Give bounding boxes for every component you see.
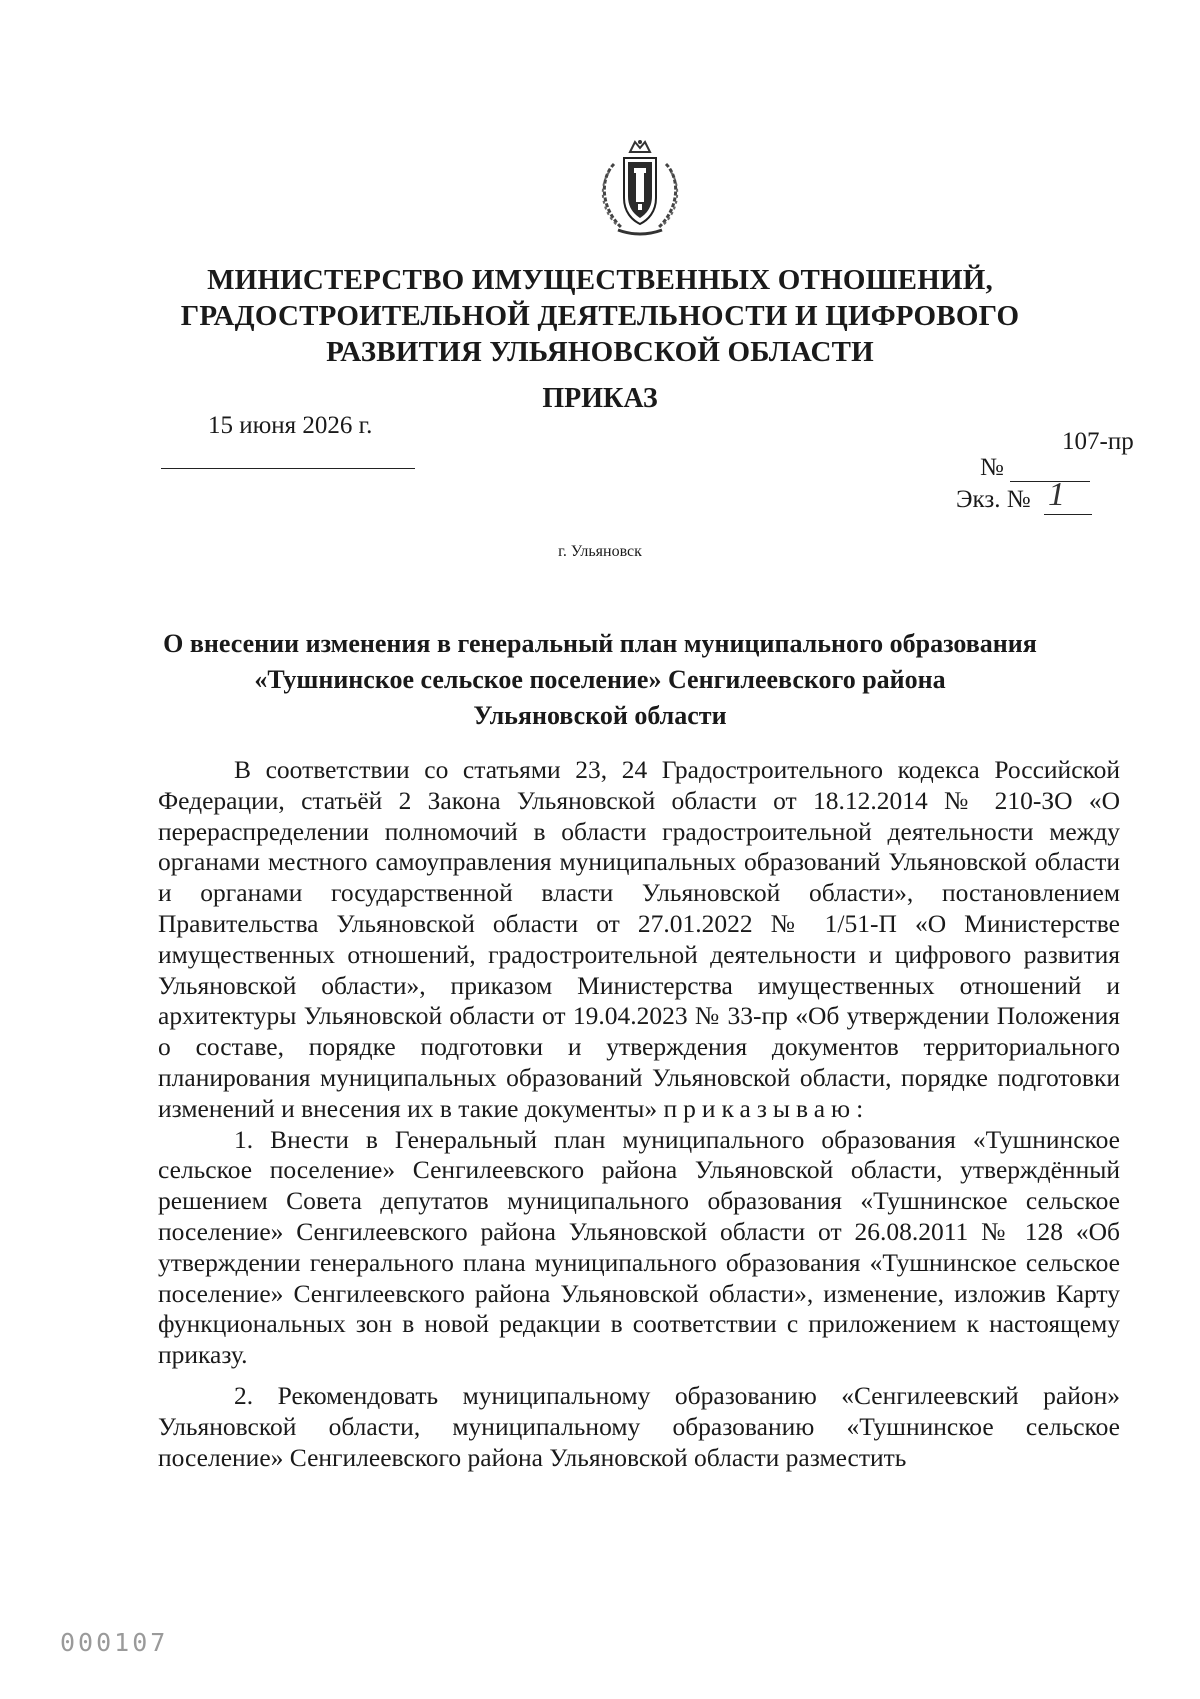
document-body <box>158 755 1120 1473</box>
order-word: приказываю: <box>663 1093 870 1123</box>
copy-number: 1 <box>1048 476 1065 513</box>
city: г. Ульяновск <box>558 543 642 560</box>
copy-underline <box>1044 514 1092 515</box>
ministry-name <box>150 262 1050 370</box>
ministry-line: ГРАДОСТРОИТЕЛЬНОЙ ДЕЯТЕЛЬНОСТИ И ЦИФРОВОГО <box>180 300 1020 332</box>
title-line: Ульяновской области <box>473 701 727 730</box>
title-line: О внесении изменения в генеральный план муниципального образования <box>163 629 1037 658</box>
copy-label: Экз. № <box>956 486 1031 513</box>
date-underline <box>161 468 415 469</box>
number-label: № <box>980 454 1004 481</box>
title-line: «Тушнинское сельское поселение» Сенгилеевского района <box>254 665 946 694</box>
document-type: ПРИКАЗ <box>542 383 658 414</box>
document-title <box>160 626 1040 734</box>
document-number: 107-пр <box>1062 428 1134 455</box>
item-2-paragraph: 2. Рекомендовать муниципальному образованию «Сенгилеевский район» Ульяновской области, муниципальному образованию «Тушнинское сельское поселение» Сенгилеевского района Ульяновской области разместить <box>158 1380 1120 1472</box>
coat-of-arms-icon <box>592 138 688 240</box>
document-date: 15 июня 2026 г. <box>208 412 373 439</box>
stamp-number: 000107 <box>60 1628 169 1657</box>
ministry-line: МИНИСТЕРСТВО ИМУЩЕСТВЕННЫХ ОТНОШЕНИЙ, <box>207 264 993 296</box>
item-1-paragraph: 1. Внести в Генеральный план муниципального образования «Тушнинское сельское поселение» Сенгилеевского района Ульяновской области, утверждённый решением Совета депутатов муниципального образования «Тушнинское сельское поселение» Сенгилеевского района Ульяновской области от 26.08.2011 № 128 «Об утверждении генерального плана муниципального образования «Тушнинское сельское поселение» Сенгилеевского района Ульяновской области», изменение, изложив Карту функциональных зон в новой редакции в соответствии с приложением к настоящему приказу. <box>158 1124 1120 1370</box>
preamble-paragraph <box>158 755 1120 1125</box>
preamble-text: В соответствии со статьями 23, 24 Градостроительного кодекса Российской Федерации, статьёй 2 Закона Ульяновской области от 18.12.2014 № 210-ЗО «О перераспределении полномочий в области градостроительной деятельности между органами местного самоуправления муниципальных образований Ульяновской области и органами государственной власти Ульяновской области», постановлением Правительства Ульяновской области от 27.01.2022 № 1/51-П «О Министерстве имущественных отношений, градостроительной деятельности и цифрового развития Ульяновской области», приказом Министерства имущественных отношений и архитектуры Ульяновской области от 19.04.2023 № 33-пр «Об утверждении Положения о составе, порядке подготовки и утверждения документов территориального планирования муниципальных образований Ульяновской области, порядке подготовки изменений и внесения их в такие документы» <box>158 755 1120 1123</box>
ministry-line: РАЗВИТИЯ УЛЬЯНОВСКОЙ ОБЛАСТИ <box>326 336 874 368</box>
